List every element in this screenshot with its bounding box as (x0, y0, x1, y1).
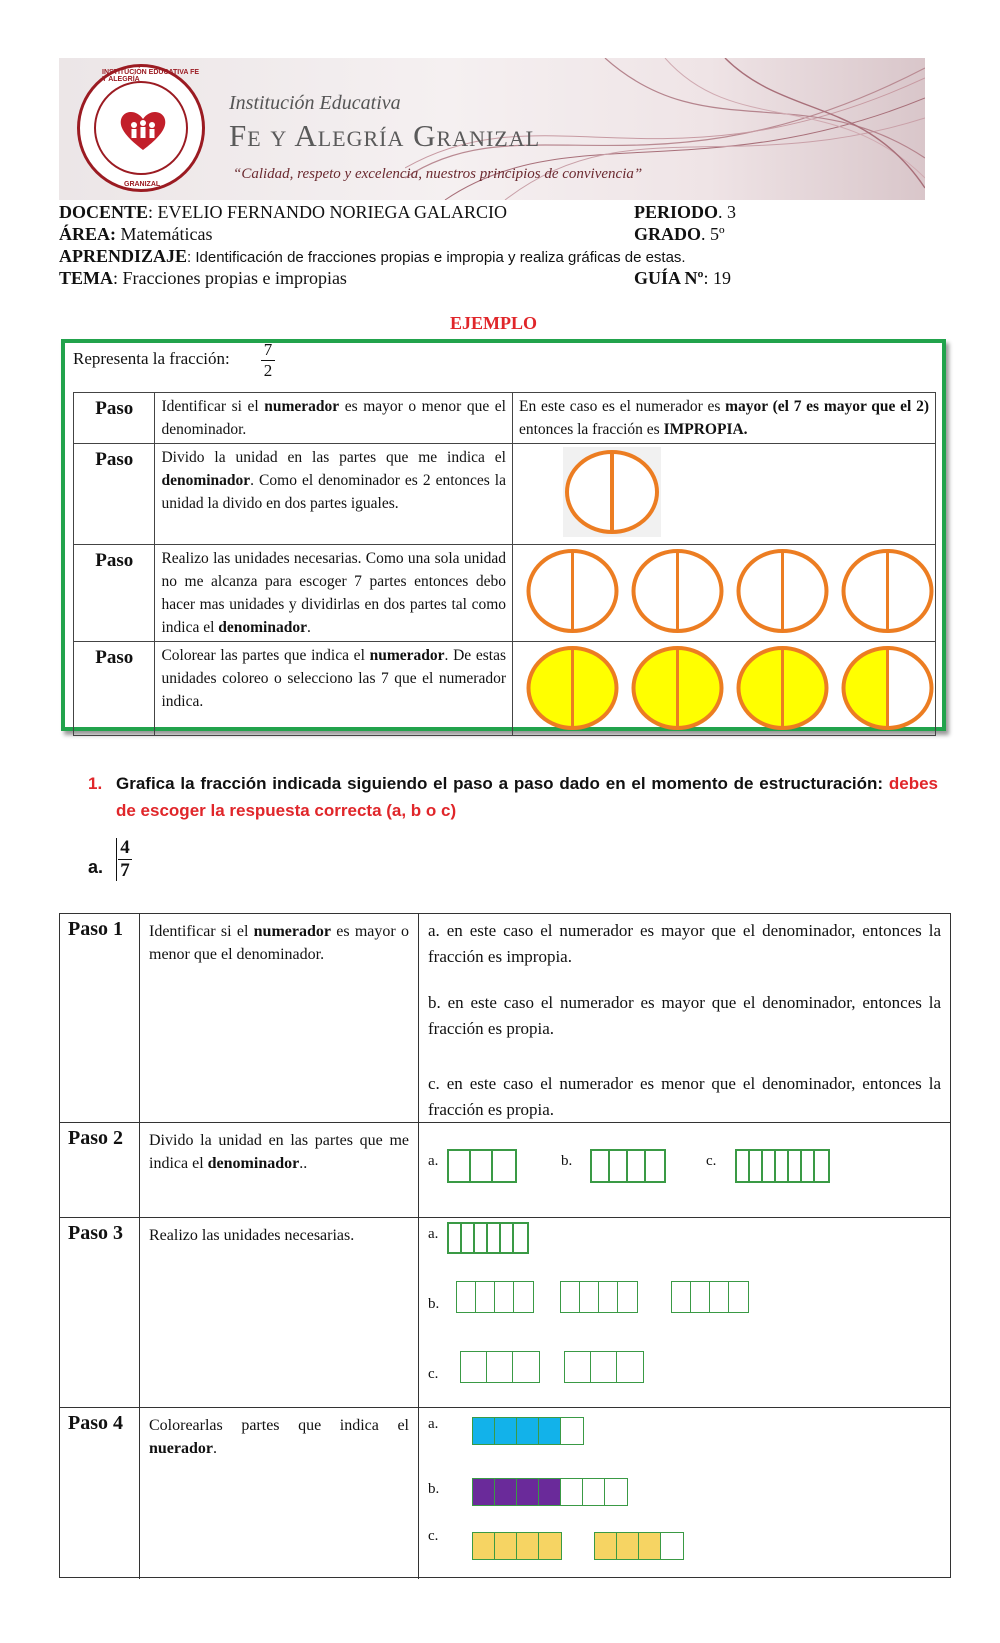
example-divided-unit (513, 444, 936, 545)
paso-4-option-c-unit-1 (472, 1532, 562, 1560)
colored-circle (525, 645, 620, 731)
paso-3-option-c-unit-2 (564, 1351, 644, 1383)
paso-2-option-c-label: c. (706, 1153, 717, 1169)
paso-1-desc: Identificar si el numerador es mayor o menor que el denominador. (140, 914, 419, 1122)
example-box (61, 339, 946, 731)
unit-circle (735, 548, 830, 634)
item-a-label: a. (88, 857, 104, 877)
unit-circle (630, 548, 725, 634)
paso-2-options (419, 1123, 950, 1217)
question-instruction: debes de escoger la respuesta correcta (a, b o c) (116, 774, 938, 820)
example-paso-1: Paso (74, 393, 155, 444)
seal-bottom-text: GRANIZAL (124, 181, 161, 188)
example-result-1: En este caso es el numerador es mayor (el 7 es mayor que el 2) entonces la fracción es IMPROPIA. (513, 393, 936, 444)
colored-circle (630, 645, 725, 731)
institution-seal (77, 64, 205, 192)
example-numerator: 7 (263, 340, 273, 359)
paso-1-option-a[interactable]: a. en este caso el numerador es mayor que el denominador, entonces la fracción es impropia. (428, 921, 941, 966)
paso-1-label: Paso 1 (60, 914, 140, 1122)
example-row-4 (74, 642, 936, 736)
paso-4-option-c-label: c. (428, 1528, 439, 1544)
question-1 (88, 770, 938, 824)
paso-3-desc: Realizo las unidades necesarias. (140, 1218, 419, 1407)
paso-3-option-b-unit-1 (456, 1281, 534, 1313)
item-denominator: 7 (120, 860, 130, 881)
paso-2-option-a-label: a. (428, 1153, 439, 1169)
paso-3-option-c-label: c. (428, 1366, 439, 1382)
aprendizaje-line: APRENDIZAJE: Identificación de fracciones propias e impropia y realiza gráficas de estas. (59, 246, 686, 266)
area-line: ÁREA: Matemáticas (59, 224, 213, 244)
half-colored-circle (840, 645, 935, 731)
paso-2-option-b-label: b. (561, 1153, 573, 1169)
tema-line: TEMA: Fracciones propias e impropias (59, 268, 347, 288)
item-fraction (116, 838, 132, 881)
paso-4-option-a-label: a. (428, 1416, 439, 1432)
example-desc-2: Divido la unidad en las partes que me indica el denominador. Como el denominador es 2 entonces la unidad la divido en dos partes iguales. (155, 444, 513, 545)
paso-3-label: Paso 3 (60, 1218, 140, 1407)
example-table (73, 392, 936, 736)
paso-1-option-b[interactable]: b. en este caso el numerador es mayor que el denominador, entonces la fracción es propia. (428, 993, 941, 1038)
paso-2-row (60, 1123, 950, 1218)
header-banner (59, 58, 925, 200)
docente-line: DOCENTE: EVELIO FERNANDO NORIEGA GALARCIO (59, 202, 507, 222)
paso-3-option-b-unit-2 (560, 1281, 638, 1313)
paso-1-row (60, 914, 950, 1123)
paso-3-option-a[interactable] (447, 1222, 529, 1254)
periodo-line: PERIODO. 3 (634, 202, 737, 222)
half-circle-empty (563, 447, 661, 537)
example-row-3 (74, 545, 936, 642)
steps-table (59, 913, 951, 1578)
paso-3-options (419, 1218, 950, 1407)
example-heading: EJEMPLO (450, 313, 538, 333)
question-text: Grafica la fracción indicada siguiendo el paso a paso dado en el momento de estructuración: (116, 774, 889, 793)
example-denominator: 2 (263, 361, 273, 380)
example-paso-3: Paso (74, 545, 155, 642)
paso-2-label: Paso 2 (60, 1123, 140, 1217)
guia-line: GUÍA Nº: 19 (634, 268, 731, 288)
paso-4-label: Paso 4 (60, 1408, 140, 1579)
item-numerator: 4 (120, 837, 130, 858)
example-row-2 (74, 444, 936, 545)
example-desc-3: Realizo las unidades necesarias. Como una sola unidad no me alcanza para escoger 7 partes entonces debo hacer mas unidades y dividirlas en dos partes tal como indica el denominador. (155, 545, 513, 642)
paso-1-options (419, 914, 950, 1122)
example-desc-4: Colorear las partes que indica el numerador. De estas unidades coloreo o selecciono las 7 que el numerador indica. (155, 642, 513, 736)
example-paso-4: Paso (74, 642, 155, 736)
paso-4-option-b-label: b. (428, 1481, 440, 1497)
paso-1-option-c[interactable]: c. en este caso el numerador es menor que el denominador, entonces la fracción es propia. (428, 1074, 941, 1119)
example-desc-1: Identificar si el numerador es mayor o menor que el denominador. (155, 393, 513, 444)
paso-4-desc: Colorearlas partes que indica el nuerador. (140, 1408, 419, 1579)
grado-line: GRADO. 5º (634, 224, 725, 244)
unit-circle (525, 548, 620, 634)
heart-icon (118, 109, 168, 151)
example-fraction (261, 341, 275, 380)
question-number: 1. (88, 774, 103, 793)
colored-circle (735, 645, 830, 731)
institution-label: Institución Educativa (229, 92, 401, 114)
paso-3-option-b-unit-3 (671, 1281, 749, 1313)
paso-2-option-c[interactable] (735, 1149, 830, 1183)
example-row-1 (74, 393, 936, 444)
paso-4-option-b[interactable] (472, 1478, 628, 1506)
paso-2-option-b[interactable] (590, 1149, 666, 1183)
paso-4-row (60, 1408, 950, 1579)
paso-3-option-b-label: b. (428, 1296, 440, 1312)
unit-circle (840, 548, 935, 634)
institution-name: Fe y Alegría Granizal (229, 118, 541, 153)
paso-3-option-c-unit-1 (460, 1351, 540, 1383)
paso-4-option-c-unit-2 (594, 1532, 684, 1560)
paso-2-option-a[interactable] (447, 1149, 517, 1183)
seal-top-text: INSTITUCIÓN EDUCATIVA FE Y ALEGRÍA (102, 69, 200, 83)
paso-4-option-a[interactable] (472, 1417, 584, 1445)
paso-2-desc: Divido la unidad en las partes que me indica el denominador.. (140, 1123, 419, 1217)
institution-motto: “Calidad, respeto y excelencia, nuestros principios de convivencia” (233, 166, 643, 182)
paso-3-row (60, 1218, 950, 1408)
paso-4-options (419, 1408, 950, 1579)
example-colored-units (513, 642, 936, 736)
example-units (513, 545, 936, 642)
example-title: Representa la fracción: (73, 349, 230, 368)
example-paso-2: Paso (74, 444, 155, 545)
paso-3-option-a-label: a. (428, 1226, 439, 1242)
